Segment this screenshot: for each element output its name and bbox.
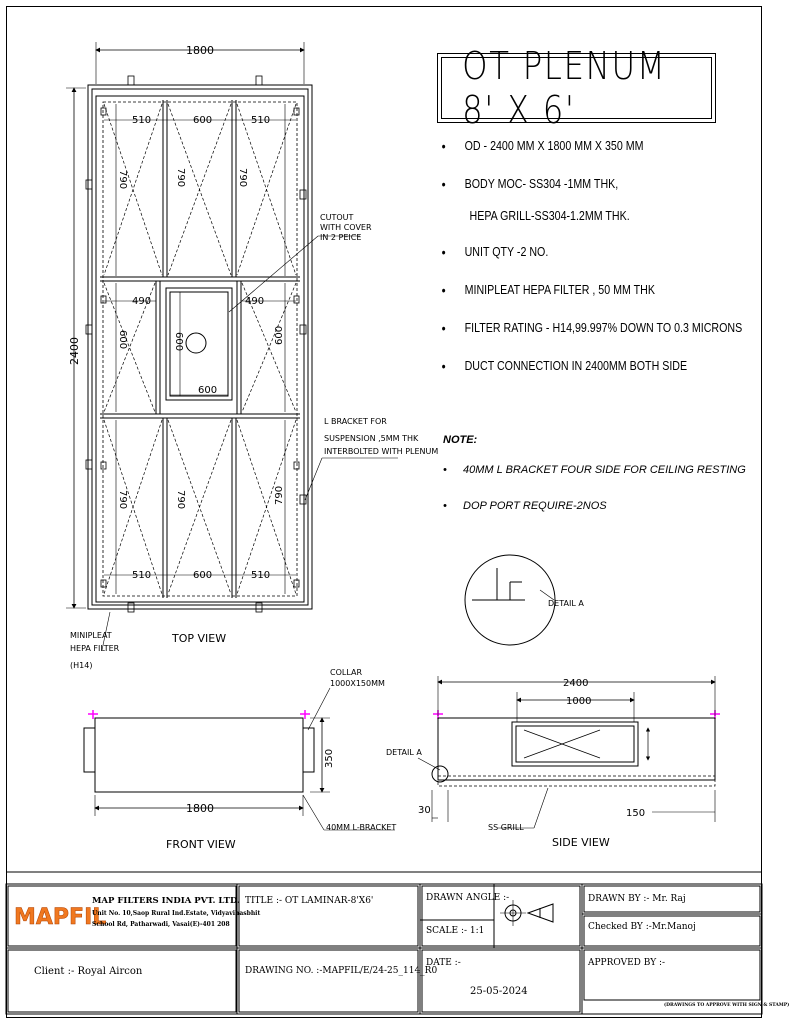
top-view xyxy=(66,42,398,650)
spec-item: • DUCT CONNECTION IN 2400MM BOTH SIDE xyxy=(441,358,688,374)
svg-text:INTERBOLTED WITH PLENUM: INTERBOLTED WITH PLENUM xyxy=(324,447,439,456)
drawing-title: OT PLENUM 8' X 6' xyxy=(462,44,667,132)
company-name: MAP FILTERS INDIA PVT. LTD. xyxy=(92,896,241,906)
date-label: DATE :- xyxy=(426,958,461,968)
front-view-label: FRONT VIEW xyxy=(166,838,236,851)
svg-text:790: 790 xyxy=(175,168,186,188)
svg-text:510: 510 xyxy=(251,570,271,581)
svg-text:(H14): (H14) xyxy=(70,661,93,670)
approval-footnote: (DRAWINGS TO APPROVE WITH SIGN & STAMP) xyxy=(664,1003,789,1008)
detail-a xyxy=(465,555,555,645)
svg-text:DETAIL A: DETAIL A xyxy=(386,748,422,757)
svg-text:MAPFIL: MAPFIL xyxy=(14,905,107,930)
front-view xyxy=(84,688,395,830)
svg-text:510: 510 xyxy=(132,570,152,581)
svg-text:1800: 1800 xyxy=(186,802,214,815)
spec-item-continued: HEPA GRILL-SS304-1.2MM THK. xyxy=(469,208,630,223)
drawn-by: DRAWN BY :- Mr. Raj xyxy=(588,894,686,904)
spec-item: • FILTER RATING - H14,99.997% DOWN TO 0.3 MICRONS xyxy=(441,320,743,336)
svg-text:MINIPLEAT: MINIPLEAT xyxy=(70,631,112,640)
svg-text:790: 790 xyxy=(117,490,128,510)
top-height-dim: 2400 xyxy=(68,337,81,365)
svg-text:L BRACKET FOR: L BRACKET FOR xyxy=(324,417,387,426)
svg-text:600: 600 xyxy=(193,115,213,126)
scale-label: SCALE :- 1:1 xyxy=(426,926,485,936)
note-item: • 40MM L BRACKET FOUR SIDE FOR CEILING RESTING xyxy=(443,464,746,476)
svg-text:490: 490 xyxy=(245,296,265,307)
company-address-1: Unit No. 10,Saop Rural Ind.Estate, Vidyavihasbhit xyxy=(92,910,261,917)
svg-text:510: 510 xyxy=(132,115,152,126)
svg-text:790: 790 xyxy=(274,485,285,505)
svg-text:1000: 1000 xyxy=(566,696,592,707)
drawing-number: DRAWING NO. :-MAPFIL/E/24-25_114_R0 xyxy=(245,966,438,976)
spec-item: • MINIPLEAT HEPA FILTER , 50 MM THK xyxy=(441,282,655,298)
spec-item: • UNIT QTY -2 NO. xyxy=(441,244,549,260)
note-item: • DOP PORT REQUIRE-2NOS xyxy=(443,500,607,512)
drawn-angle-label: DRAWN ANGLE :- xyxy=(426,893,510,903)
svg-text:WITH COVER: WITH COVER xyxy=(320,223,372,232)
checked-by: Checked BY :-Mr.Manoj xyxy=(588,922,696,932)
svg-text:HEPA FILTER: HEPA FILTER xyxy=(70,644,120,653)
side-view-label: SIDE VIEW xyxy=(552,836,610,849)
note-heading: NOTE: xyxy=(443,434,478,446)
svg-text:600: 600 xyxy=(198,385,218,396)
svg-text:600: 600 xyxy=(274,325,285,345)
date-value: 25-05-2024 xyxy=(470,986,528,997)
drawing-title-field: TITLE :- OT LAMINAR-8'X6' xyxy=(245,896,374,906)
top-view-label: TOP VIEW xyxy=(172,632,227,645)
svg-text:COLLAR: COLLAR xyxy=(330,668,363,677)
svg-text:490: 490 xyxy=(132,296,152,307)
svg-text:40MM L-BRACKET: 40MM L-BRACKET xyxy=(326,823,397,832)
spec-item: • BODY MOC- SS304 -1MM THK, xyxy=(441,176,619,192)
svg-text:510: 510 xyxy=(251,115,271,126)
svg-text:600: 600 xyxy=(193,570,213,581)
svg-text:790: 790 xyxy=(237,168,248,188)
svg-text:350: 350 xyxy=(324,748,335,768)
svg-text:600: 600 xyxy=(117,330,128,350)
svg-text:2400: 2400 xyxy=(563,678,589,689)
svg-text:SS GRILL: SS GRILL xyxy=(488,823,524,832)
spec-item: • OD - 2400 MM X 1800 MM X 350 MM xyxy=(441,138,644,154)
company-address-2: School Rd, Patharwadi, Vasai(E)-401 208 xyxy=(92,921,230,928)
svg-text:790: 790 xyxy=(175,490,186,510)
svg-text:CUTOUT: CUTOUT xyxy=(320,213,354,222)
svg-text:790: 790 xyxy=(117,170,128,190)
svg-text:150: 150 xyxy=(626,808,646,819)
client-label: Client :- Royal Aircon xyxy=(34,966,143,977)
svg-text:IN 2 PEICE: IN 2 PEICE xyxy=(320,233,362,242)
svg-text:1000X150MM: 1000X150MM xyxy=(330,679,385,688)
svg-text:600: 600 xyxy=(173,332,184,352)
svg-text:SUSPENSION ,5MM THK: SUSPENSION ,5MM THK xyxy=(324,434,419,443)
approved-by: APPROVED BY :- xyxy=(588,958,666,968)
detail-a-label: DETAIL A xyxy=(548,599,584,608)
svg-text:30: 30 xyxy=(418,805,431,816)
top-width-dim: 1800 xyxy=(186,44,214,57)
